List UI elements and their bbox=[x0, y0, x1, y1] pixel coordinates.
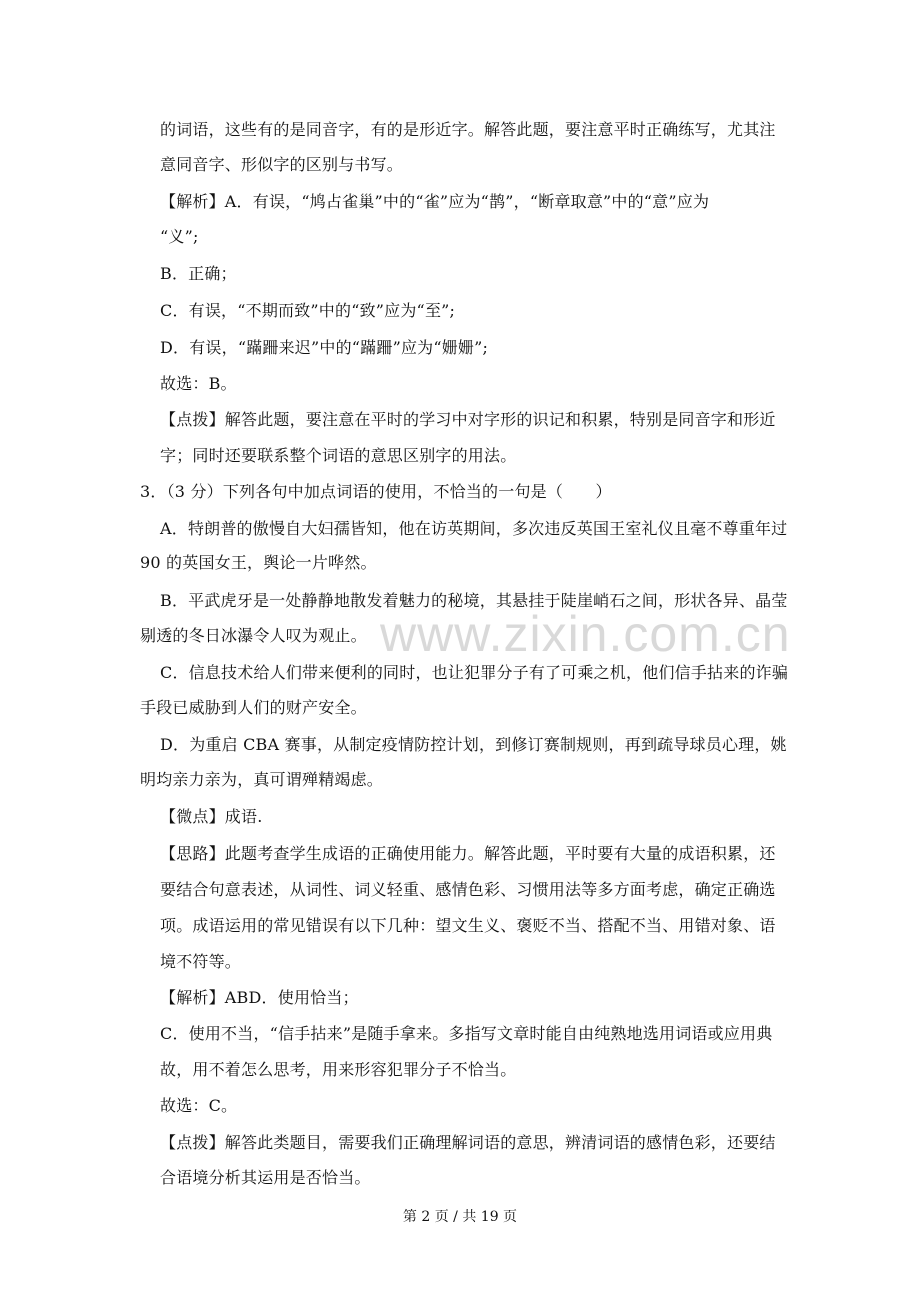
text-line: 【解析】ABD．使用恰当； bbox=[160, 988, 359, 1007]
text-line: C．使用不当，“信手拈来”是随手拿来。多指写文章时能自由纯熟地选用词语或应用典 bbox=[160, 1024, 773, 1043]
option-b-line: 剔透的冬日冰瀑令人叹为观止。 bbox=[140, 626, 367, 645]
text-line: 【思路】此题考查学生成语的正确使用能力。解答此题，平时要有大量的成语积累，还 bbox=[160, 844, 776, 863]
text-line: D．有误，“蹣跚来迟”中的“蹣跚”应为“姗姗”; bbox=[160, 338, 489, 357]
option-d-line: D．为重启 CBA 赛事，从制定疫情防控计划，到修订赛制规则，再到疏导球员心理，姚 bbox=[160, 735, 787, 754]
text-line: 意同音字、形似字的区别与书写。 bbox=[160, 155, 404, 174]
option-a-line: 90 的英国女王，舆论一片哗然。 bbox=[140, 553, 377, 572]
text-line: 【点拨】解答此题，要注意在平时的学习中对字形的识记和积累，特别是同音字和形近 bbox=[160, 410, 776, 429]
text-line: 【解析】A．有误，“鸠占雀巢”中的“雀”应为“鹊”，“断章取意”中的“意”应为 bbox=[160, 192, 710, 211]
text-line: 要结合句意表述，从词性、词义轻重、感情色彩、习惯用法等多方面考虑，确定正确选 bbox=[160, 880, 776, 899]
watermark: www.zixin.com.cn bbox=[380, 606, 791, 662]
question-title: 3．（3 分）下列各句中加点词语的使用，不恰当的一句是（ ） bbox=[140, 482, 612, 501]
text-line: 故，用不着怎么思考，用来形容犯罪分子不恰当。 bbox=[160, 1060, 517, 1079]
option-d-line: 明均亲力亲为，真可谓殚精竭虑。 bbox=[140, 770, 384, 789]
option-b-line: B．平武虎牙是一处静静地散发着魅力的秘境，其悬挂于陡崖峭石之间，形状各异、晶莹 bbox=[160, 591, 788, 610]
text-line: 故选：C。 bbox=[160, 1096, 238, 1115]
text-line: 字；同时还要联系整个词语的意思区别字的用法。 bbox=[160, 446, 517, 465]
text-line: 的词语，这些有的是同音字，有的是形近字。解答此题，要注意平时正确练写，尤其注 bbox=[160, 120, 776, 139]
text-line: 项。成语运用的常见错误有以下几种：望文生义、褒贬不当、搭配不当、用错对象、语 bbox=[160, 916, 776, 935]
text-line: B．正确； bbox=[160, 264, 237, 283]
text-line: 【点拨】解答此类题目，需要我们正确理解词语的意思，辨清词语的感情色彩，还要结 bbox=[160, 1133, 776, 1152]
text-line: 境不符等。 bbox=[160, 952, 242, 971]
page-footer: 第 2 页 / 共 19 页 bbox=[402, 1209, 518, 1225]
text-line: “义”; bbox=[160, 227, 199, 246]
option-c-line: 手段已威胁到人们的财产安全。 bbox=[140, 698, 367, 717]
text-line: C．有误，“不期而致”中的“致”应为“至”; bbox=[160, 301, 456, 320]
option-c-line: C．信息技术给人们带来便利的同时，也让犯罪分子有了可乘之机，他们信手拈来的诈骗 bbox=[160, 663, 789, 682]
text-line: 【微点】成语. bbox=[160, 807, 263, 826]
text-line: 合语境分析其运用是否恰当。 bbox=[160, 1168, 371, 1187]
text-line: 故选：B。 bbox=[160, 374, 237, 393]
option-a-line: A．特朗普的傲慢自大妇孺皆知，他在访英期间，多次违反英国王室礼仪且毫不尊重年过 bbox=[160, 519, 788, 538]
